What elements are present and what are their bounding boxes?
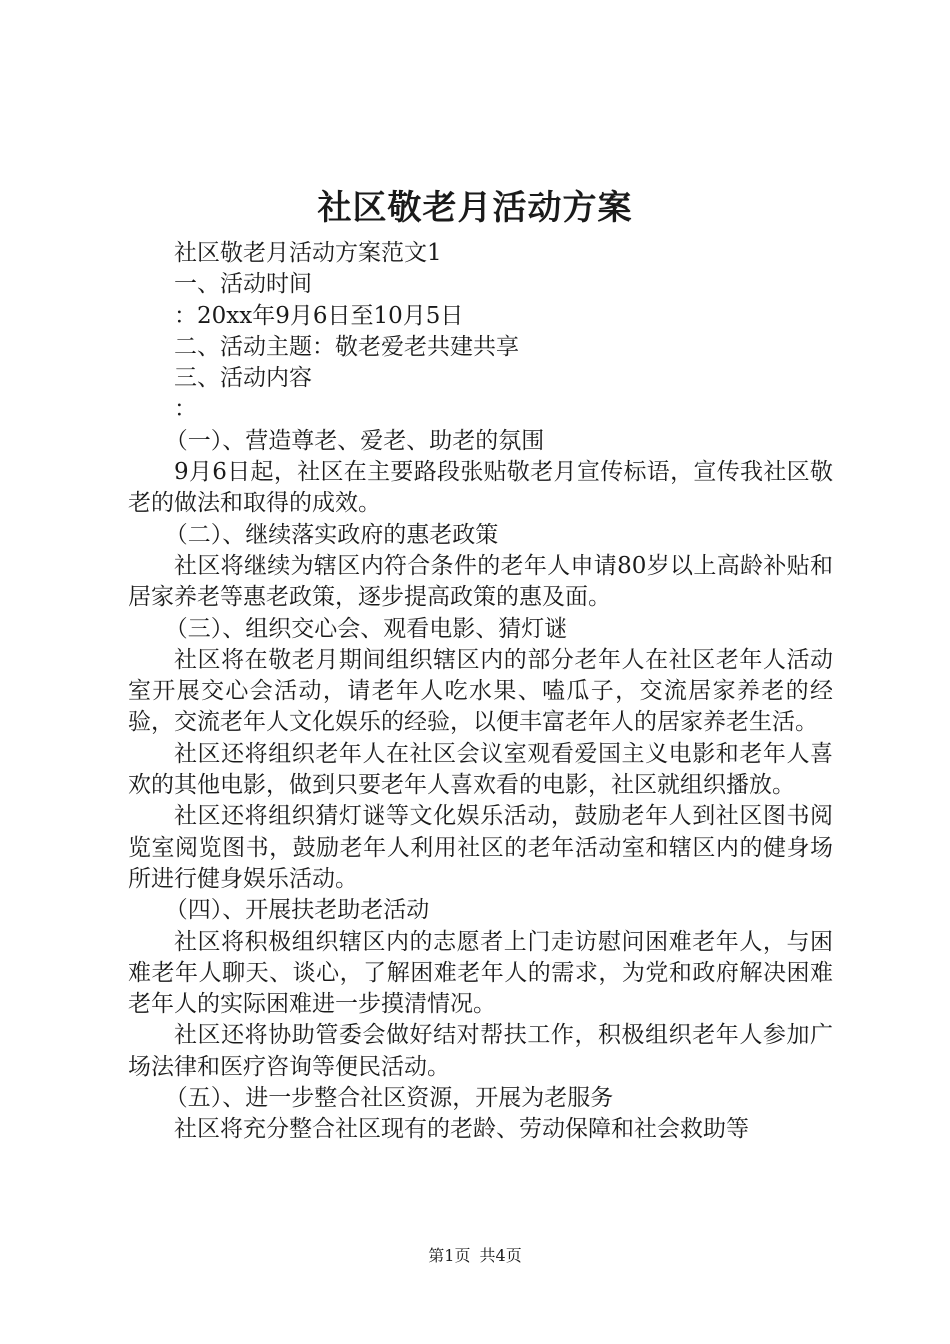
- paragraph: 社区将充分整合社区现有的老龄、劳动保障和社会救助等: [174, 1116, 749, 1143]
- subsection-heading: （二）、继续落实政府的惠老政策: [164, 521, 499, 548]
- section-heading: 三、活动内容: [174, 365, 312, 392]
- subsection-heading: （四）、开展扶老助老活动: [164, 897, 430, 924]
- paragraph: ：20xx年9月6日至10月5日: [174, 302, 464, 329]
- section-heading: 一、活动时间: [174, 271, 312, 298]
- paragraph: 社区将在敬老月期间组织辖区内的部分老年人在社区老年人活动室开展交心会活动，请老年人吃水果、嗑瓜子，交流居家养老的经验，交流老年人文化娱乐的经验，以便丰富老年人的居家养老生活。: [128, 646, 833, 736]
- paragraph: 社区还将组织老年人在社区会议室观看爱国主义电影和老年人喜欢的其他电影，做到只要老年人喜欢看的电影，社区就组织播放。: [128, 740, 833, 799]
- page-footer: [0, 1245, 950, 1267]
- document-title: 社区敬老月活动方案: [317, 188, 633, 228]
- paragraph: 社区敬老月活动方案范文1: [174, 240, 442, 266]
- paragraph: 社区将积极组织辖区内的志愿者上门走访慰问困难老年人，与困难老年人聊天、谈心，了解困难老年人的需求，为党和政府解决困难老年人的实际困难进一步摸清情况。: [128, 928, 833, 1018]
- document-body: [128, 238, 833, 1146]
- paragraph: 社区将继续为辖区内符合条件的老年人申请80岁以上高龄补贴和居家养老等惠老政策，逐步提高政策的惠及面。: [128, 552, 833, 611]
- paragraph: 社区还将协助管委会做好结对帮扶工作，积极组织老年人参加广场法律和医疗咨询等便民活动。: [128, 1022, 833, 1080]
- subsection-heading: （三）、组织交心会、观看电影、猜灯谜: [164, 615, 568, 642]
- subsection-heading: （五）、进一步整合社区资源，开展为老服务: [164, 1085, 614, 1112]
- page-total: 共4页: [479, 1246, 522, 1265]
- paragraph: 社区还将组织猜灯谜等文化娱乐活动，鼓励老年人到社区图书阅览室阅览图书，鼓励老年人利用社区的老年活动室和辖区内的健身场所进行健身娱乐活动。: [128, 803, 833, 892]
- page-number: 第1页: [428, 1246, 471, 1265]
- section-heading: 二、活动主题：敬老爱老共建共享: [174, 333, 519, 360]
- paragraph: ：: [174, 396, 197, 423]
- subsection-heading: （一）、营造尊老、爱老、助老的氛围: [164, 427, 545, 454]
- paragraph: 9月6日起，社区在主要路段张贴敬老月宣传标语，宣传我社区敬老的做法和取得的成效。: [128, 459, 833, 517]
